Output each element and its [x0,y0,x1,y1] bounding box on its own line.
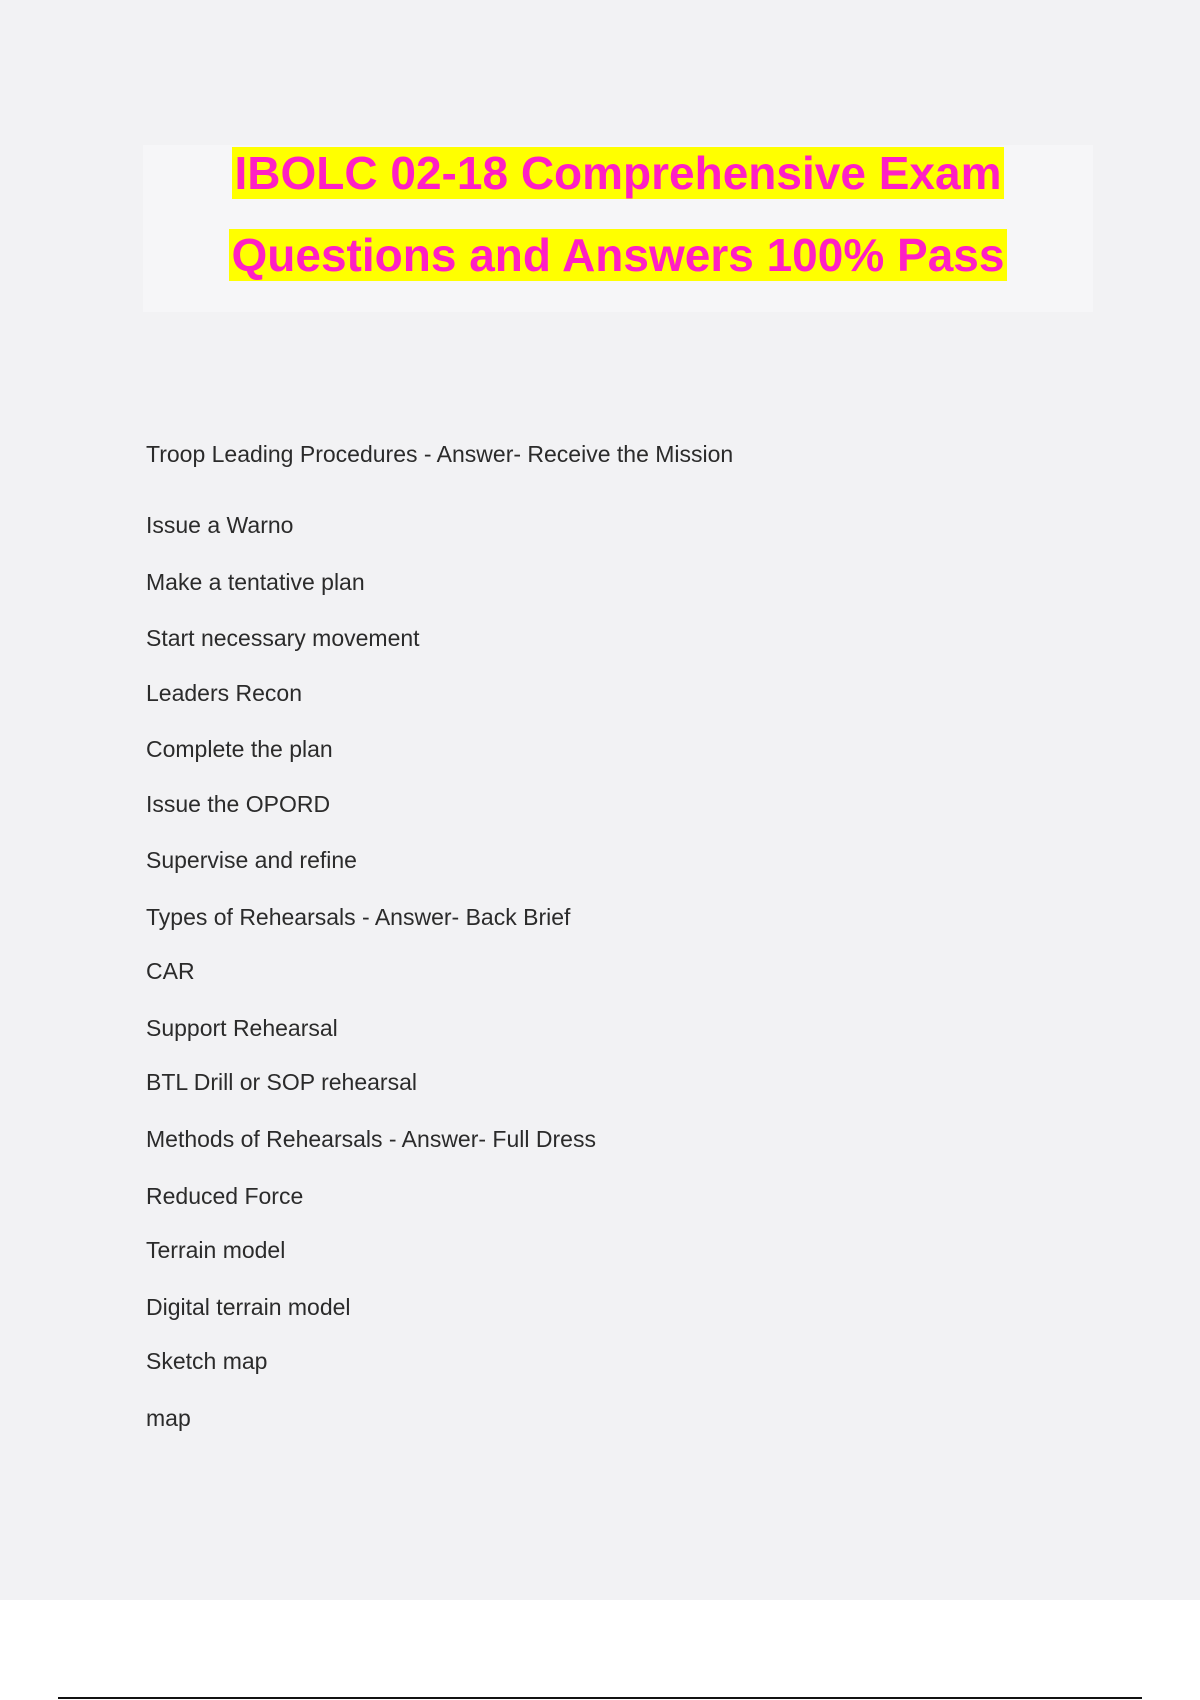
text-line: Reduced Force [146,1183,304,1209]
text-line: Leaders Recon [146,680,302,706]
text-line: Issue the OPORD [146,791,331,817]
text-line: CAR [146,958,195,984]
text-line: Support Rehearsal [146,1015,338,1041]
text-line: Types of Rehearsals - Answer- Back Brief [146,904,571,930]
text-line: Terrain model [146,1237,286,1263]
text-line: Supervise and refine [146,847,357,873]
title-block [143,145,1093,312]
text-line: Make a tentative plan [146,569,365,595]
footer-rule [58,1697,1142,1699]
text-line: Troop Leading Procedures - Answer- Receive the Mission [146,441,734,467]
title-line-1 [143,145,1093,201]
title-text-2: Questions and Answers 100% Pass [229,229,1008,281]
text-line: Sketch map [146,1348,268,1374]
text-line: BTL Drill or SOP rehearsal [146,1069,417,1095]
title-text-1: IBOLC 02-18 Comprehensive Exam [232,147,1005,199]
text-line: Complete the plan [146,736,333,762]
text-line: Digital terrain model [146,1294,351,1320]
title-line-2 [143,227,1093,283]
text-line: Methods of Rehearsals - Answer- Full Dress [146,1126,596,1152]
text-line: Issue a Warno [146,512,294,538]
text-line: map [146,1405,191,1431]
text-line: Start necessary movement [146,625,420,651]
